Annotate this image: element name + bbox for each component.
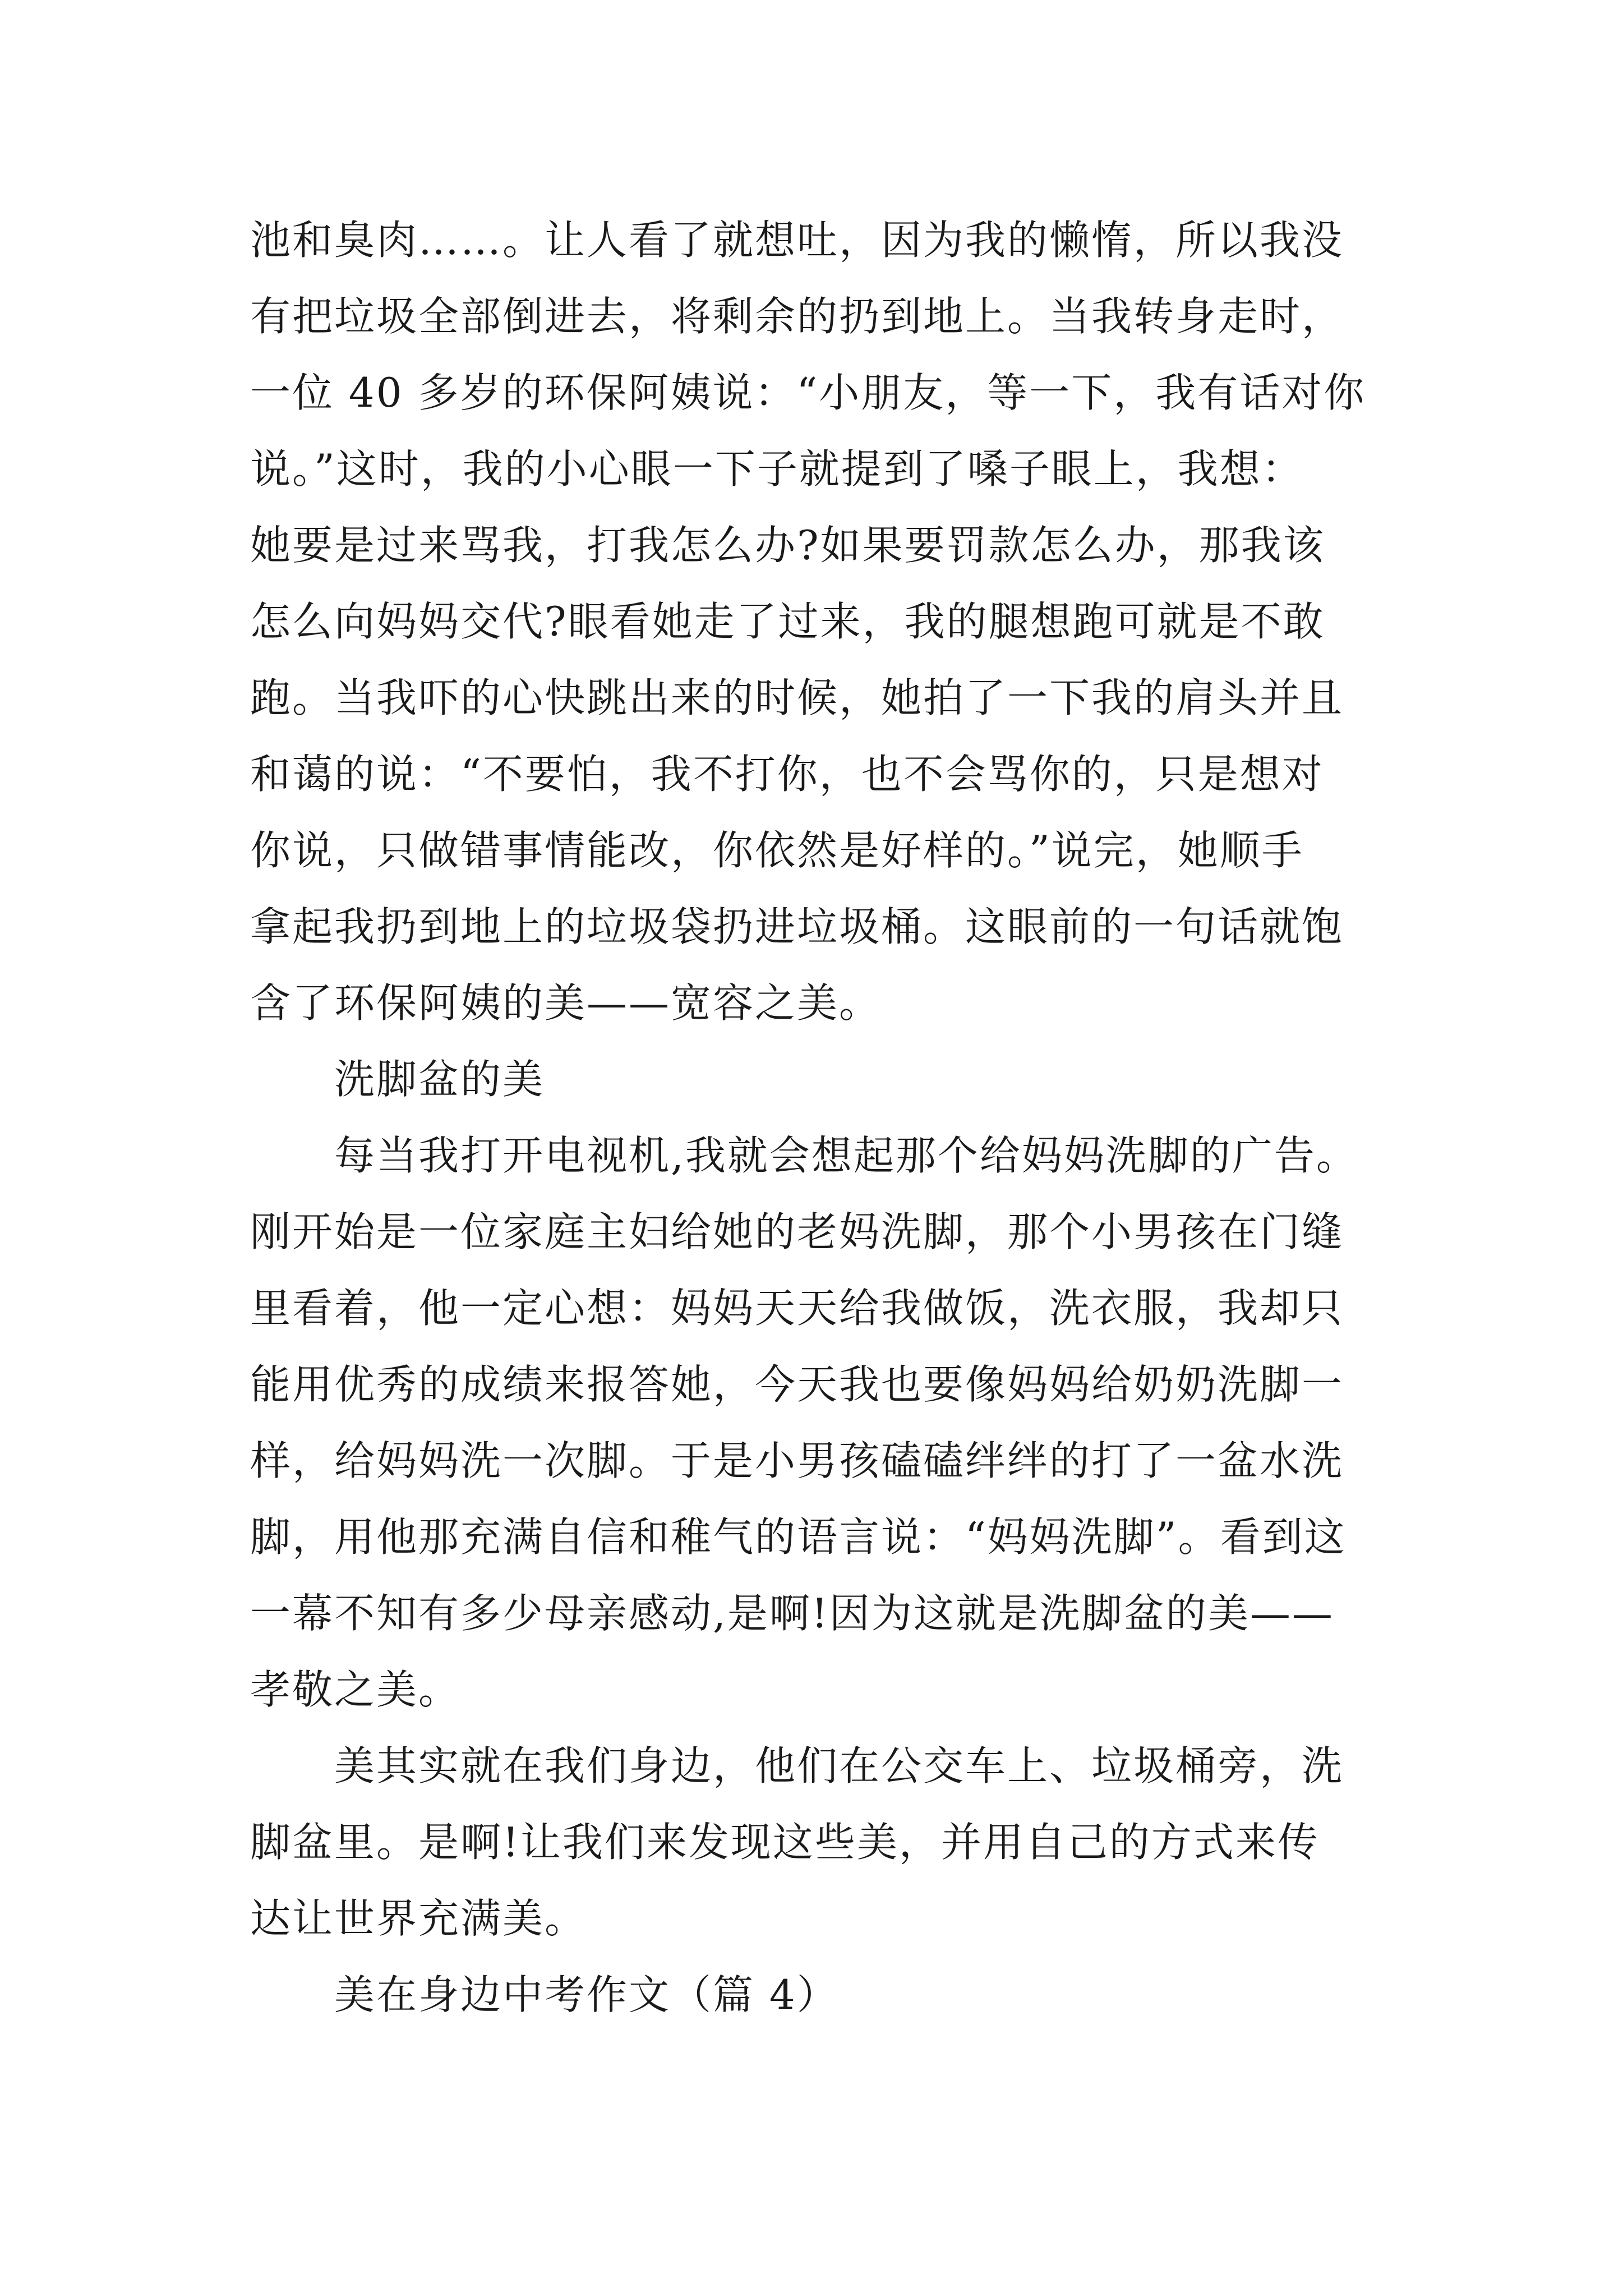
text-line: 池和臭肉……。让人看了就想吐，因为我的懒惰，所以我没 [250,217,1344,264]
text-line: 能用优秀的成绩来报答她，今天我也要像妈妈给奶奶洗脚一 [250,1361,1344,1408]
text-line: 孝敬之美。 [250,1666,461,1713]
text-line: 样，给妈妈洗一次脚。于是小男孩磕磕绊绊的打了一盆水洗 [250,1437,1344,1484]
body-text [250,202,1394,2033]
text-line: 跑。当我吓的心快跳出来的时候，她拍了一下我的肩头并且 [250,674,1344,721]
text-line: 脚盆里。是啊!让我们来发现这些美，并用自己的方式来传 [250,1819,1320,1866]
text-line: 含了环保阿姨的美——宽容之美。 [250,979,882,1027]
section-heading: 洗脚盆的美 [334,1056,545,1103]
text-line: 有把垃圾全部倒进去，将剩余的扔到地上。当我转身走时， [250,293,1344,340]
article-title: 美在身边中考作文（篇 4） [334,1971,839,2018]
text-line: 里看着，他一定心想：妈妈天天给我做饭，洗衣服，我却只 [250,1285,1344,1332]
text-line: 拿起我扔到地上的垃圾袋扔进垃圾桶。这眼前的一句话就饱 [250,903,1344,950]
text-line: 说。”这时，我的小心眼一下子就提到了嗓子眼上，我想： [250,445,1304,493]
text-line: 每当我打开电视机,我就会想起那个给妈妈洗脚的广告。 [334,1132,1358,1179]
text-line: 刚开始是一位家庭主妇给她的老妈洗脚，那个小男孩在门缝 [250,1208,1344,1255]
text-line: 美其实就在我们身边，他们在公交车上、垃圾桶旁，洗 [334,1742,1344,1789]
text-line: 达让世界充满美。 [250,1895,587,1942]
text-line: 脚，用他那充满自信和稚气的语言说：“妈妈洗脚”。看到这 [250,1513,1347,1561]
text-line: 怎么向妈妈交代?眼看她走了过来，我的腿想跑可就是不敢 [250,598,1325,645]
text-line: 她要是过来骂我，打我怎么办?如果要罚款怎么办，那我该 [250,522,1325,569]
text-line: 一位 40 多岁的环保阿姨说：“小朋友，等一下，我有话对你 [250,369,1366,416]
text-line: 一幕不知有多少母亲感动,是啊!因为这就是洗脚盆的美—— [250,1590,1334,1637]
text-line: 和蔼的说：“不要怕，我不打你，也不会骂你的，只是想对 [250,751,1324,798]
text-line: 你说，只做错事情能改，你依然是好样的。”说完，她顺手 [250,827,1304,874]
